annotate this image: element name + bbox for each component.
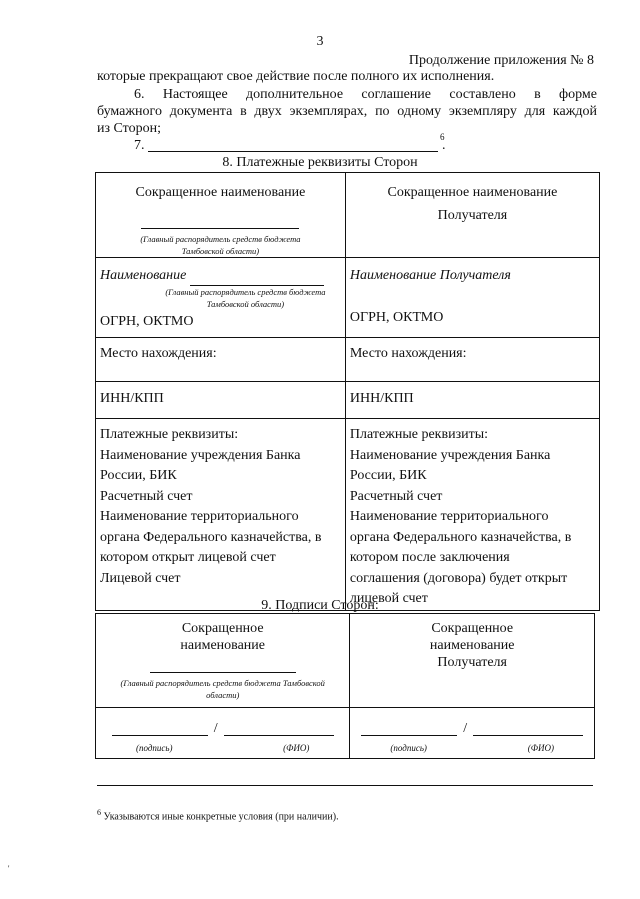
paragraph-6-line: бумажного документа в двух экземплярах, по одному экземпляру для каждой: [97, 104, 597, 119]
left-party-name-cell: [96, 258, 346, 338]
right-bank-line: Расчетный счет: [349, 488, 443, 504]
right-bank-line: лицевой счет: [349, 591, 428, 606]
left-bank-cell: [96, 419, 346, 611]
left-ogrn-label: ОГРН, ОКТМО: [100, 314, 194, 329]
left-inn-label: ИНН/КПП: [100, 391, 164, 406]
left-signature-header-cell: [96, 614, 350, 708]
right-location-cell: [345, 338, 599, 382]
left-inn-cell: [96, 382, 346, 419]
footnote-mark: 6: [97, 808, 101, 817]
left-fio-blank: [224, 721, 334, 736]
table-row: [96, 173, 600, 258]
right-ogrn-label: ОГРН, ОКТМО: [349, 310, 444, 325]
right-signature-header-cell: [350, 614, 595, 708]
footnote-reference: 6: [440, 132, 445, 142]
footnote: [97, 808, 339, 822]
right-inn-label: ИНН/КПП: [349, 391, 414, 406]
right-bank-line: Наименование учреждения Банка: [349, 447, 551, 463]
section-8-title: 8. Платежные реквизиты Сторон: [222, 155, 418, 170]
left-bank-line: Платежные реквизиты:: [100, 427, 239, 442]
paragraph-6-line: 6. Настоящее дополнительное соглашение составлено в форме: [134, 87, 597, 102]
right-name-label: Наименование Получателя: [349, 268, 511, 283]
right-location-label: Место нахождения:: [349, 346, 467, 361]
paragraph-7-end: .: [442, 138, 446, 153]
right-party-short-name-label: Получателя: [437, 208, 508, 223]
right-party-name-cell: [345, 258, 599, 338]
right-bank-line: Наименование территориального: [349, 509, 549, 524]
fio-caption: (ФИО): [527, 743, 554, 753]
left-bank-line: России, БИК: [100, 468, 177, 483]
right-bank-line: Платежные реквизиты:: [349, 427, 489, 442]
table-row: [96, 708, 595, 759]
left-bank-line: котором открыт лицевой счет: [100, 550, 276, 565]
table-row: [96, 419, 600, 611]
footnote-separator: [97, 785, 593, 786]
right-bank-cell: [345, 419, 599, 611]
signatures-table: [95, 613, 595, 759]
signature-separator: /: [463, 721, 468, 736]
signature-caption: (подпись): [136, 743, 173, 753]
signature-caption: (подпись): [390, 743, 427, 753]
right-party-header-cell: [345, 173, 599, 258]
left-signature-cell: [96, 708, 350, 759]
left-signature-title: наименование: [180, 638, 265, 653]
left-name-note: Тамбовской области): [206, 299, 285, 309]
appendix-continuation: Продолжение приложения № 8: [408, 53, 594, 68]
right-signature-cell: [350, 708, 595, 759]
left-party-short-name-label: Сокращенное наименование: [135, 185, 306, 200]
left-bank-line: Наименование территориального: [100, 509, 299, 524]
paragraph-6-line: из Сторон;: [97, 121, 161, 136]
right-signature-title: наименование: [429, 638, 515, 653]
table-row: [96, 258, 600, 338]
right-bank-line: органа Федерального казначейства, в: [349, 529, 572, 545]
left-party-short-name-blank: [141, 218, 299, 229]
paragraph-7-number: 7.: [134, 138, 145, 153]
left-bank-line: органа Федерального казначейства, в: [100, 529, 322, 545]
paragraph-line: которые прекращают свое действие после полного их исполнения.: [97, 69, 495, 84]
right-signature-title: Сокращенное: [431, 621, 514, 636]
corner-mark: ': [8, 864, 10, 873]
left-name-blank: [190, 271, 324, 286]
right-party-short-name-label: Сокращенное наименование: [387, 185, 558, 200]
right-bank-line: котором после заключения: [349, 550, 510, 565]
table-row: [96, 614, 595, 708]
left-location-cell: [96, 338, 346, 382]
left-party-note: Тамбовской области): [181, 246, 260, 256]
footnote-text: Указываются иные конкретные условия (при наличии).: [101, 811, 339, 823]
left-signature-title: Сокращенное: [181, 621, 264, 636]
left-signature-blank: [112, 721, 208, 736]
left-location-label: Место нахождения:: [100, 346, 217, 361]
left-signature-name-blank: [150, 660, 296, 673]
left-party-note: (Главный распорядитель средств бюджета: [140, 234, 301, 244]
right-inn-cell: [345, 382, 599, 419]
left-name-label: Наименование: [100, 268, 187, 283]
signature-separator: /: [213, 721, 218, 736]
left-bank-line: Лицевой счет: [100, 570, 181, 586]
page-number: 3: [316, 34, 324, 49]
right-signature-blank: [361, 721, 457, 736]
left-signature-note: области): [206, 690, 240, 700]
left-signature-note: (Главный распорядитель средств бюджета Тамбовской: [120, 678, 325, 688]
right-signature-title: Получателя: [437, 655, 507, 670]
paragraph-7-blank: [148, 151, 438, 152]
left-name-note: (Главный распорядитель средств бюджета: [165, 287, 326, 297]
left-party-header-cell: [96, 173, 346, 258]
table-row: [96, 382, 600, 419]
section-9-title: 9. Подписи Сторон:: [261, 598, 379, 613]
payment-requisites-table: [95, 172, 600, 611]
left-bank-line: Наименование учреждения Банка: [100, 447, 301, 463]
table-row: [96, 338, 600, 382]
left-bank-line: Расчетный счет: [100, 488, 193, 504]
right-bank-line: соглашения (договора) будет открыт: [349, 570, 568, 586]
right-bank-line: России, БИК: [349, 468, 427, 483]
fio-caption: (ФИО): [283, 743, 310, 753]
right-fio-blank: [473, 721, 583, 736]
